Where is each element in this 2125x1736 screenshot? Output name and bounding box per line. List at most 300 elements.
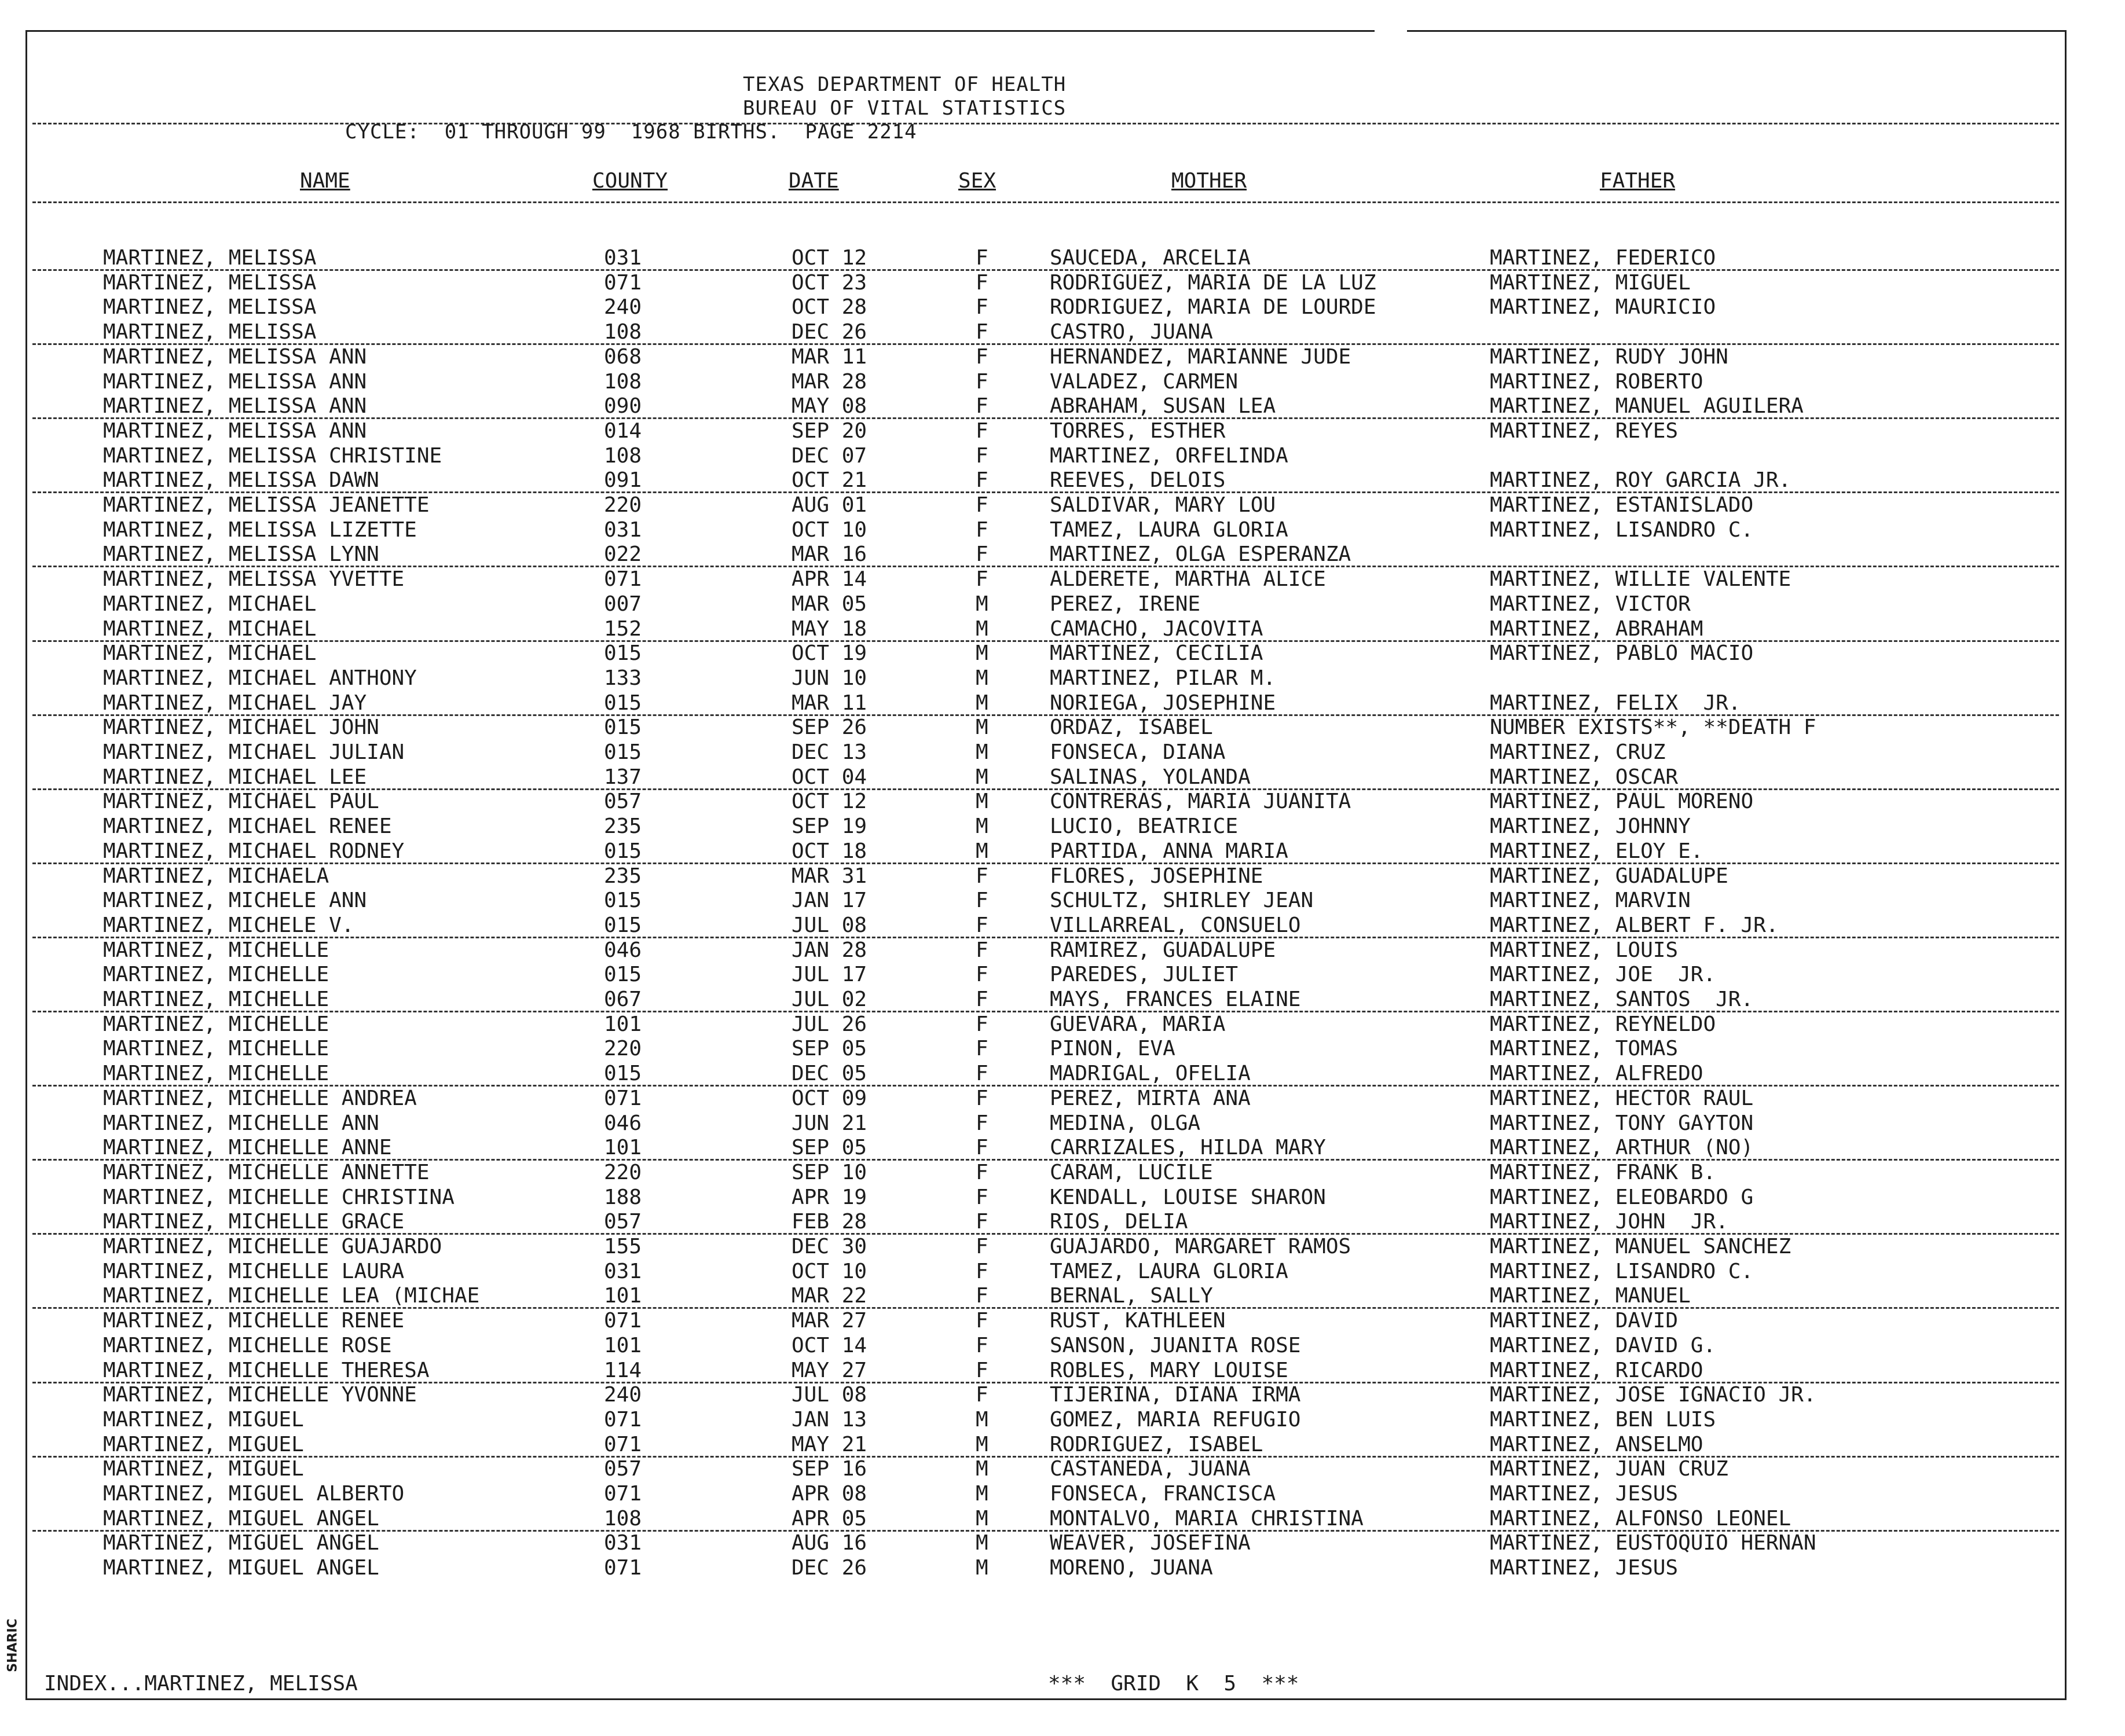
cell-father: MARTINEZ, FRANK B. xyxy=(1490,1161,1716,1184)
cell-mother: ALDERETE, MARTHA ALICE xyxy=(1050,567,1326,591)
table-row xyxy=(0,616,2084,641)
cell-sex: M xyxy=(976,1507,988,1531)
cell-father: MARTINEZ, LISANDRO C. xyxy=(1490,1260,1754,1283)
col-name: NAME xyxy=(300,169,350,193)
cell-name: MARTINEZ, MELISSA LYNN xyxy=(103,542,379,566)
cell-mother: PINON, EVA xyxy=(1050,1037,1175,1060)
cell-father: MARTINEZ, LOUIS xyxy=(1490,938,1679,962)
cell-county: 091 xyxy=(604,468,642,492)
cell-father: MARTINEZ, SANTOS JR. xyxy=(1490,988,1754,1011)
cell-father: MARTINEZ, ANSELMO xyxy=(1490,1433,1703,1456)
cell-date: OCT 19 xyxy=(792,641,867,665)
cell-father: MARTINEZ, TONY GAYTON xyxy=(1490,1111,1754,1135)
cell-county: 015 xyxy=(604,715,642,739)
col-father: FATHER xyxy=(1600,169,1676,193)
table-row xyxy=(0,765,2084,790)
cell-mother: WEAVER, JOSEFINA xyxy=(1050,1531,1251,1555)
cell-mother: RODRIGUEZ, ISABEL xyxy=(1050,1433,1263,1456)
cell-county: 235 xyxy=(604,864,642,888)
cell-name: MARTINEZ, MELISSA xyxy=(103,246,317,270)
cell-name: MARTINEZ, MELISSA YVETTE xyxy=(103,567,405,591)
side-stamp: SHARIC xyxy=(5,1618,20,1672)
table-row xyxy=(0,419,2084,443)
cell-sex: M xyxy=(976,814,988,838)
table-row xyxy=(0,1283,2084,1308)
cell-name: MARTINEZ, MICHAEL xyxy=(103,641,317,665)
cell-sex: M xyxy=(976,790,988,813)
cell-sex: F xyxy=(976,1136,988,1159)
cell-sex: M xyxy=(976,1457,988,1481)
cell-name: MARTINEZ, MICHELLE CHRISTINA xyxy=(103,1186,455,1209)
cell-sex: F xyxy=(976,1037,988,1060)
cell-county: 015 xyxy=(604,641,642,665)
cell-county: 015 xyxy=(604,740,642,764)
cell-county: 015 xyxy=(604,913,642,937)
cell-date: MAY 21 xyxy=(792,1433,867,1456)
cell-mother: CARAM, LUCILE xyxy=(1050,1161,1213,1184)
cell-name: MARTINEZ, MICHELLE xyxy=(103,1062,329,1085)
cell-date: JAN 13 xyxy=(792,1408,867,1432)
cell-name: MARTINEZ, MIGUEL ANGEL xyxy=(103,1507,379,1531)
cell-sex: M xyxy=(976,1531,988,1555)
cell-date: DEC 30 xyxy=(792,1235,867,1258)
cell-father: MARTINEZ, FEDERICO xyxy=(1490,246,1716,270)
cell-father: MARTINEZ, BEN LUIS xyxy=(1490,1408,1716,1432)
cell-date: MAR 22 xyxy=(792,1284,867,1308)
table-row xyxy=(0,443,2084,468)
cell-name: MARTINEZ, MIGUEL ANGEL xyxy=(103,1556,379,1580)
cell-date: SEP 26 xyxy=(792,715,867,739)
cell-date: JUL 26 xyxy=(792,1012,867,1036)
cell-county: 031 xyxy=(604,1260,642,1283)
cell-sex: F xyxy=(976,1309,988,1333)
table-row xyxy=(0,1061,2084,1086)
cell-mother: RIOS, DELIA xyxy=(1050,1210,1188,1234)
cell-date: OCT 28 xyxy=(792,295,867,319)
cell-father: MARTINEZ, LISANDRO C. xyxy=(1490,518,1754,542)
footer-index: INDEX...MARTINEZ, MELISSA xyxy=(44,1672,358,1695)
cell-date: DEC 26 xyxy=(792,320,867,344)
cell-sex: F xyxy=(976,370,988,394)
cell-date: OCT 10 xyxy=(792,1260,867,1283)
cell-date: FEB 28 xyxy=(792,1210,867,1234)
cell-sex: F xyxy=(976,938,988,962)
cell-county: 220 xyxy=(604,1161,642,1184)
cell-sex: M xyxy=(976,1482,988,1506)
table-row xyxy=(0,1086,2084,1111)
cell-sex: M xyxy=(976,1433,988,1456)
cell-date: MAR 28 xyxy=(792,370,867,394)
cell-name: MARTINEZ, MIGUEL xyxy=(103,1408,304,1432)
cell-county: 101 xyxy=(604,1136,642,1159)
cell-name: MARTINEZ, MELISSA xyxy=(103,295,317,319)
cell-county: 007 xyxy=(604,592,642,616)
cell-father: MARTINEZ, MARVIN xyxy=(1490,889,1691,912)
cell-county: 108 xyxy=(604,1507,642,1531)
cell-father: MARTINEZ, GUADALUPE xyxy=(1490,864,1728,888)
cell-name: MARTINEZ, MIGUEL xyxy=(103,1457,304,1481)
cell-father: MARTINEZ, REYNELDO xyxy=(1490,1012,1716,1036)
cell-mother: CARRIZALES, HILDA MARY xyxy=(1050,1136,1326,1159)
cell-name: MARTINEZ, MICHELLE xyxy=(103,1012,329,1036)
table-row xyxy=(0,864,2084,889)
cell-name: MARTINEZ, MELISSA CHRISTINE xyxy=(103,444,442,468)
cell-date: MAR 31 xyxy=(792,864,867,888)
table-row xyxy=(0,1358,2084,1383)
cell-mother: TAMEZ, LAURA GLORIA xyxy=(1050,518,1288,542)
cell-county: 235 xyxy=(604,814,642,838)
cell-county: 015 xyxy=(604,889,642,912)
cell-mother: HERNANDEZ, MARIANNE JUDE xyxy=(1050,345,1351,369)
cell-date: OCT 14 xyxy=(792,1334,867,1357)
cell-mother: GUAJARDO, MARGARET RAMOS xyxy=(1050,1235,1351,1258)
cell-sex: F xyxy=(976,1284,988,1308)
cell-date: APR 19 xyxy=(792,1186,867,1209)
cell-father: MARTINEZ, TOMAS xyxy=(1490,1037,1679,1060)
cell-name: MARTINEZ, MICHELLE ANN xyxy=(103,1111,379,1135)
cell-sex: F xyxy=(976,1186,988,1209)
cell-date: JUN 21 xyxy=(792,1111,867,1135)
cell-name: MARTINEZ, MICHELLE LAURA xyxy=(103,1260,405,1283)
table-row xyxy=(0,1111,2084,1136)
table-row xyxy=(0,567,2084,592)
cell-date: MAR 11 xyxy=(792,345,867,369)
cell-date: DEC 05 xyxy=(792,1062,867,1085)
cell-father: MARTINEZ, OSCAR xyxy=(1490,765,1679,789)
cell-mother: REEVES, DELOIS xyxy=(1050,468,1226,492)
cell-name: MARTINEZ, MELISSA JEANETTE xyxy=(103,493,430,517)
col-sex: SEX xyxy=(958,169,996,193)
cell-father: MARTINEZ, JOSE IGNACIO JR. xyxy=(1490,1383,1816,1407)
header-department: TEXAS DEPARTMENT OF HEALTH xyxy=(743,73,1067,96)
cell-sex: M xyxy=(976,617,988,641)
cell-date: APR 14 xyxy=(792,567,867,591)
cell-county: 071 xyxy=(604,567,642,591)
cell-father: MARTINEZ, ABRAHAM xyxy=(1490,617,1703,641)
header-cycle: CYCLE: 01 THROUGH 99 1968 BIRTHS. PAGE 2214 xyxy=(345,120,917,144)
cell-mother: VILLARREAL, CONSUELO xyxy=(1050,913,1301,937)
cell-father: MARTINEZ, MANUEL AGUILERA xyxy=(1490,394,1804,418)
cell-sex: F xyxy=(976,1383,988,1407)
cell-name: MARTINEZ, MICHELLE xyxy=(103,938,329,962)
cell-sex: F xyxy=(976,493,988,517)
table-row xyxy=(0,592,2084,616)
cell-mother: FONSECA, FRANCISCA xyxy=(1050,1482,1276,1506)
cell-name: MARTINEZ, MICHELLE ANNE xyxy=(103,1136,392,1159)
cell-father: MARTINEZ, JUAN CRUZ xyxy=(1490,1457,1728,1481)
table-row xyxy=(0,715,2084,740)
cell-county: 068 xyxy=(604,345,642,369)
cell-date: JAN 28 xyxy=(792,938,867,962)
cell-sex: F xyxy=(976,988,988,1011)
cell-date: JUL 02 xyxy=(792,988,867,1011)
table-row xyxy=(0,1382,2084,1407)
cell-date: APR 08 xyxy=(792,1482,867,1506)
cell-mother: TORRES, ESTHER xyxy=(1050,419,1226,443)
table-row xyxy=(0,542,2084,567)
cell-mother: MARTINEZ, PILAR M. xyxy=(1050,666,1276,690)
cell-county: 108 xyxy=(604,320,642,344)
table-row xyxy=(0,344,2084,369)
cell-county: 071 xyxy=(604,1482,642,1506)
cell-sex: F xyxy=(976,1062,988,1085)
cell-name: MARTINEZ, MICHELLE xyxy=(103,1037,329,1060)
cell-sex: F xyxy=(976,542,988,566)
table-row xyxy=(0,394,2084,419)
cell-county: 031 xyxy=(604,518,642,542)
cell-mother: RODRIGUEZ, MARIA DE LOURDE xyxy=(1050,295,1376,319)
cell-county: 015 xyxy=(604,963,642,986)
cell-mother: SAUCEDA, ARCELIA xyxy=(1050,246,1251,270)
cell-county: 031 xyxy=(604,1531,642,1555)
cell-name: MARTINEZ, MICHAEL JULIAN xyxy=(103,740,405,764)
cell-date: JUL 08 xyxy=(792,913,867,937)
cell-sex: M xyxy=(976,1556,988,1580)
table-row xyxy=(0,666,2084,691)
cell-sex: F xyxy=(976,444,988,468)
cell-sex: M xyxy=(976,715,988,739)
cell-sex: F xyxy=(976,1210,988,1234)
cell-name: MARTINEZ, MELISSA ANN xyxy=(103,419,367,443)
cell-date: DEC 13 xyxy=(792,740,867,764)
cell-date: MAY 18 xyxy=(792,617,867,641)
cell-sex: F xyxy=(976,1087,988,1110)
cell-father: MARTINEZ, RUDY JOHN xyxy=(1490,345,1728,369)
cell-sex: F xyxy=(976,913,988,937)
cell-father: MARTINEZ, DAVID xyxy=(1490,1309,1679,1333)
cell-date: DEC 07 xyxy=(792,444,867,468)
cell-date: AUG 01 xyxy=(792,493,867,517)
table-row xyxy=(0,913,2084,938)
cell-county: 071 xyxy=(604,1408,642,1432)
cell-sex: M xyxy=(976,666,988,690)
cell-date: MAR 11 xyxy=(792,691,867,715)
cell-county: 057 xyxy=(604,1457,642,1481)
cell-name: MARTINEZ, MIGUEL ALBERTO xyxy=(103,1482,405,1506)
cell-father: MARTINEZ, REYES xyxy=(1490,419,1679,443)
cell-sex: F xyxy=(976,567,988,591)
cell-county: 240 xyxy=(604,1383,642,1407)
cell-sex: F xyxy=(976,419,988,443)
cell-mother: ABRAHAM, SUSAN LEA xyxy=(1050,394,1276,418)
cell-date: SEP 20 xyxy=(792,419,867,443)
cell-name: MARTINEZ, MICHELLE ANNETTE xyxy=(103,1161,430,1184)
cell-sex: F xyxy=(976,1359,988,1382)
cell-date: MAR 05 xyxy=(792,592,867,616)
cell-sex: M xyxy=(976,740,988,764)
cell-county: 101 xyxy=(604,1012,642,1036)
cell-father: MARTINEZ, ALBERT F. JR. xyxy=(1490,913,1779,937)
table-row xyxy=(0,1234,2084,1259)
table-row xyxy=(0,1259,2084,1284)
cell-date: OCT 12 xyxy=(792,790,867,813)
cell-county: 220 xyxy=(604,1037,642,1060)
cell-name: MARTINEZ, MICHAEL xyxy=(103,617,317,641)
cell-name: MARTINEZ, MICHAEL ANTHONY xyxy=(103,666,417,690)
cell-county: 014 xyxy=(604,419,642,443)
cell-name: MARTINEZ, MICHELLE GRACE xyxy=(103,1210,405,1234)
cell-sex: F xyxy=(976,1012,988,1036)
cell-county: 188 xyxy=(604,1186,642,1209)
cell-mother: MAYS, FRANCES ELAINE xyxy=(1050,988,1301,1011)
cell-county: 015 xyxy=(604,1062,642,1085)
cell-mother: GUEVARA, MARIA xyxy=(1050,1012,1226,1036)
cell-county: 101 xyxy=(604,1334,642,1357)
cell-sex: F xyxy=(976,1161,988,1184)
cell-name: MARTINEZ, MIGUEL ANGEL xyxy=(103,1531,379,1555)
cell-date: OCT 12 xyxy=(792,246,867,270)
cell-date: JUL 08 xyxy=(792,1383,867,1407)
cell-date: MAY 08 xyxy=(792,394,867,418)
cell-mother: PARTIDA, ANNA MARIA xyxy=(1050,839,1288,863)
cell-sex: F xyxy=(976,1334,988,1357)
cell-mother: MARTINEZ, CECILIA xyxy=(1050,641,1263,665)
cell-mother: MARTINEZ, ORFELINDA xyxy=(1050,444,1288,468)
table-row xyxy=(0,468,2084,493)
cell-father: MARTINEZ, JESUS xyxy=(1490,1482,1679,1506)
cell-father: MARTINEZ, WILLIE VALENTE xyxy=(1490,567,1791,591)
table-row xyxy=(0,641,2084,666)
cell-mother: CASTANEDA, JUANA xyxy=(1050,1457,1251,1481)
cell-date: MAR 27 xyxy=(792,1309,867,1333)
cell-father: MARTINEZ, RICARDO xyxy=(1490,1359,1703,1382)
cell-father: NUMBER EXISTS**, **DEATH F xyxy=(1490,715,1816,739)
cell-father: MARTINEZ, ELOY E. xyxy=(1490,839,1703,863)
cell-mother: ORDAZ, ISABEL xyxy=(1050,715,1213,739)
cell-father: MARTINEZ, EUSTOQUIO HERNAN xyxy=(1490,1531,1816,1555)
cell-mother: SALINAS, YOLANDA xyxy=(1050,765,1251,789)
cell-name: MARTINEZ, MICHELLE xyxy=(103,963,329,986)
cell-name: MARTINEZ, MELISSA ANN xyxy=(103,370,367,394)
table-row xyxy=(0,1036,2084,1061)
cell-name: MARTINEZ, MELISSA LIZETTE xyxy=(103,518,417,542)
cell-county: 108 xyxy=(604,444,642,468)
cell-father: MARTINEZ, ROY GARCIA JR. xyxy=(1490,468,1791,492)
cell-father: MARTINEZ, CRUZ xyxy=(1490,740,1666,764)
cell-date: SEP 05 xyxy=(792,1136,867,1159)
cell-county: 071 xyxy=(604,1309,642,1333)
cell-name: MARTINEZ, MELISSA DAWN xyxy=(103,468,379,492)
cell-mother: BERNAL, SALLY xyxy=(1050,1284,1213,1308)
cell-date: MAR 16 xyxy=(792,542,867,566)
cell-county: 046 xyxy=(604,1111,642,1135)
cell-mother: KENDALL, LOUISE SHARON xyxy=(1050,1186,1326,1209)
cell-father: MARTINEZ, MANUEL SANCHEZ xyxy=(1490,1235,1791,1258)
cell-name: MARTINEZ, MELISSA ANN xyxy=(103,345,367,369)
cell-sex: F xyxy=(976,246,988,270)
cell-county: 057 xyxy=(604,790,642,813)
cell-father: MARTINEZ, JOHN JR. xyxy=(1490,1210,1728,1234)
cell-name: MARTINEZ, MICHAEL xyxy=(103,592,317,616)
cell-county: 071 xyxy=(604,1087,642,1110)
col-mother: MOTHER xyxy=(1171,169,1247,193)
table-row xyxy=(0,1506,2084,1531)
table-row xyxy=(0,962,2084,987)
cell-sex: F xyxy=(976,1260,988,1283)
cell-father: MARTINEZ, MIGUEL xyxy=(1490,271,1691,295)
cell-county: 155 xyxy=(604,1235,642,1258)
cell-county: 057 xyxy=(604,1210,642,1234)
cell-date: OCT 04 xyxy=(792,765,867,789)
cell-county: 108 xyxy=(604,370,642,394)
cell-name: MARTINEZ, MICHELLE YVONNE xyxy=(103,1383,417,1407)
cell-date: OCT 18 xyxy=(792,839,867,863)
cell-date: OCT 21 xyxy=(792,468,867,492)
cell-father: MARTINEZ, FELIX JR. xyxy=(1490,691,1741,715)
cell-county: 152 xyxy=(604,617,642,641)
cell-mother: RODRIGUEZ, MARIA DE LA LUZ xyxy=(1050,271,1376,295)
cell-mother: PAREDES, JULIET xyxy=(1050,963,1239,986)
header-rule xyxy=(32,123,2059,124)
cell-mother: FLORES, JOSEPHINE xyxy=(1050,864,1263,888)
table-row xyxy=(0,691,2084,715)
cell-mother: FONSECA, DIANA xyxy=(1050,740,1226,764)
cell-name: MARTINEZ, MICHELLE LEA (MICHAE xyxy=(103,1284,480,1308)
cell-father: MARTINEZ, ALFONSO LEONEL xyxy=(1490,1507,1791,1531)
table-row xyxy=(0,1209,2084,1234)
table-row xyxy=(0,320,2084,344)
cell-mother: PEREZ, IRENE xyxy=(1050,592,1201,616)
cell-sex: M xyxy=(976,839,988,863)
cell-father: MARTINEZ, DAVID G. xyxy=(1490,1334,1716,1357)
cell-date: AUG 16 xyxy=(792,1531,867,1555)
cell-name: MARTINEZ, MELISSA ANN xyxy=(103,394,367,418)
cell-sex: F xyxy=(976,889,988,912)
cell-father: MARTINEZ, ROBERTO xyxy=(1490,370,1703,394)
cell-county: 220 xyxy=(604,493,642,517)
cell-county: 101 xyxy=(604,1284,642,1308)
cell-mother: VALADEZ, CARMEN xyxy=(1050,370,1239,394)
cell-father: MARTINEZ, MANUEL xyxy=(1490,1284,1691,1308)
cell-date: OCT 10 xyxy=(792,518,867,542)
cell-name: MARTINEZ, MICHAEL LEE xyxy=(103,765,367,789)
table-row xyxy=(0,789,2084,814)
cell-sex: F xyxy=(976,1235,988,1258)
cell-sex: M xyxy=(976,765,988,789)
cell-name: MARTINEZ, MICHAEL PAUL xyxy=(103,790,379,813)
table-row xyxy=(0,1555,2084,1580)
cell-sex: F xyxy=(976,518,988,542)
cell-father: MARTINEZ, ARTHUR (NO) xyxy=(1490,1136,1754,1159)
cell-sex: F xyxy=(976,320,988,344)
table-row xyxy=(0,270,2084,295)
cell-county: 031 xyxy=(604,246,642,270)
cell-county: 071 xyxy=(604,271,642,295)
cell-name: MARTINEZ, MICHELLE RENEE xyxy=(103,1309,405,1333)
table-row xyxy=(0,814,2084,839)
cell-date: OCT 23 xyxy=(792,271,867,295)
table-row xyxy=(0,493,2084,518)
table-row xyxy=(0,1160,2084,1185)
cell-mother: SANSON, JUANITA ROSE xyxy=(1050,1334,1301,1357)
cell-mother: SCHULTZ, SHIRLEY JEAN xyxy=(1050,889,1314,912)
cell-sex: F xyxy=(976,271,988,295)
cell-sex: M xyxy=(976,641,988,665)
cell-mother: TIJERINA, DIANA IRMA xyxy=(1050,1383,1301,1407)
cell-county: 090 xyxy=(604,394,642,418)
table-row xyxy=(0,295,2084,320)
table-row xyxy=(0,1407,2084,1432)
cell-father: MARTINEZ, ALFREDO xyxy=(1490,1062,1703,1085)
cell-father: MARTINEZ, PAUL MORENO xyxy=(1490,790,1754,813)
table-row xyxy=(0,1531,2084,1555)
cell-date: JUN 10 xyxy=(792,666,867,690)
table-row xyxy=(0,518,2084,542)
cell-date: MAY 27 xyxy=(792,1359,867,1382)
table-row xyxy=(0,245,2084,270)
cell-name: MARTINEZ, MICHAEL JOHN xyxy=(103,715,379,739)
table-row xyxy=(0,1481,2084,1506)
